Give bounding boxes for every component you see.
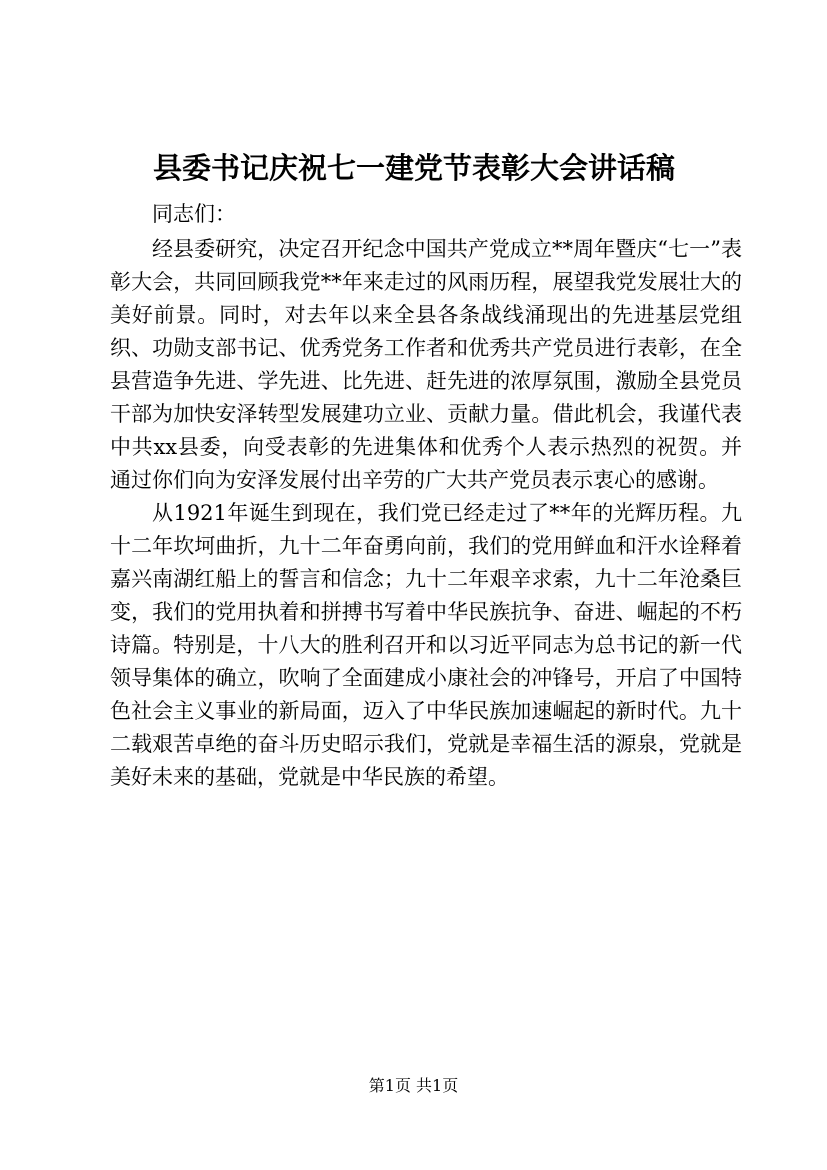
- document-body: [110, 198, 742, 794]
- salutation: 同志们：: [152, 202, 236, 226]
- page-footer: 第1页 共1页: [368, 1076, 459, 1095]
- paragraph-1: 经县委研究，决定召开纪念中国共产党成立**周年暨庆“七一”表彰大会，共同回顾我党**年来走过的风雨历程，展望我党发展壮大的美好前景。同时，对去年以来全县各条战线涌现出的先进基层党组织、功勋支部书记、优秀党务工作者和优秀共产党员进行表彰，在全县营造争先进、学先进、比先进、赶先进的浓厚氛围，激励全县党员干部为加快安泽转型发展建功立业、贡献力量。借此机会，我谨代表中共xx县委，向受表彰的先进集体和优秀个人表示热烈的祝贺。并通过你们向为安泽发展付出辛劳的广大共产党员表示衷心的感谢。: [110, 237, 742, 492]
- paragraph-2: 从1921年诞生到现在，我们党已经走过了**年的光辉历程。九十二年坎坷曲折，九十二年奋勇向前，我们的党用鲜血和汗水诠释着嘉兴南湖红船上的誓言和信念；九十二年艰辛求索，九十二年沧桑巨变，我们的党用执着和拼搏书写着中华民族抗争、奋进、崛起的不朽诗篇。特别是，十八大的胜利召开和以习近平同志为总书记的新一代领导集体的确立，吹响了全面建成小康社会的冲锋号，开启了中国特色社会主义事业的新局面，迈入了中华民族加速崛起的新时代。九十二载艰苦卓绝的奋斗历史昭示我们，党就是幸福生活的源泉，党就是美好未来的基础，党就是中华民族的希望。: [110, 501, 742, 789]
- document-title: 县委书记庆祝七一建党节表彰大会讲话稿: [152, 151, 675, 185]
